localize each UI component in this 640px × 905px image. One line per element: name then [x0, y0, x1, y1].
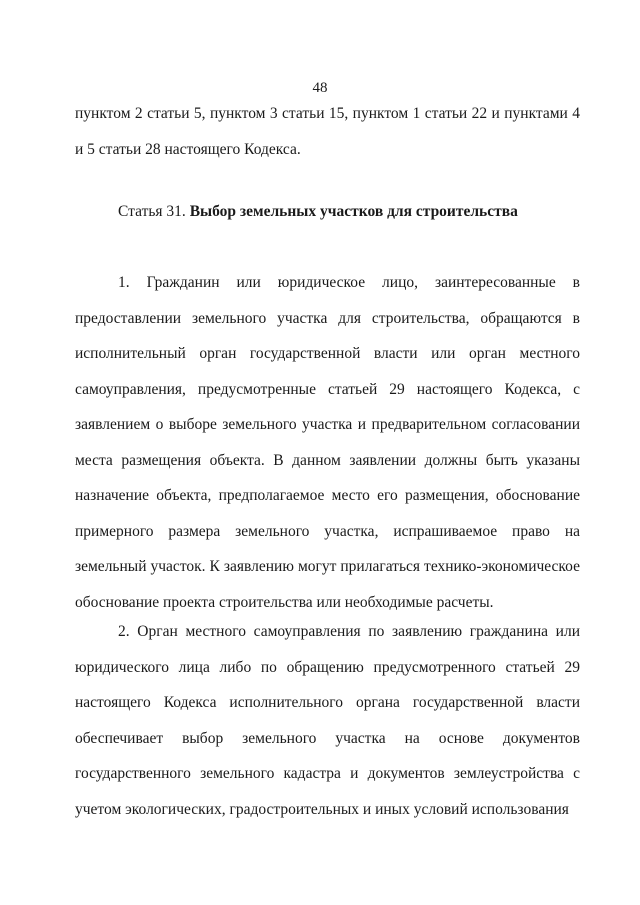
- paragraph-2: 2. Орган местного самоуправления по заявлению гражданина или юридического лица либо по обращению предусмотренного статьей 29 настоящего Кодекса исполнительного органа государственной власти обеспечивает выбор земельного участка на основе документов государственного земельного кадастра и документов землеустройства с учетом экологических, градостроительных и иных условий использования: [75, 623, 580, 818]
- article-title: Выбор земельных участков для строительства: [189, 203, 518, 220]
- article-number: Статья 31.: [118, 203, 190, 220]
- article-heading: [118, 201, 518, 223]
- continued-paragraph: пунктом 2 статьи 5, пунктом 3 статьи 15, пунктом 1 статьи 22 и пунктами 4 и 5 статьи 28 настоящего Кодекса.: [75, 105, 580, 158]
- paragraph-1: 1. Гражданин или юридическое лицо, заинтересованные в предоставлении земельного участка для строительства, обращаются в исполнительный орган государственной власти или орган местного самоуправления, предусмотренные статьей 29 настоящего Кодекса, с заявлением о выборе земельного участка и предварительном согласовании места размещения объекта. В данном заявлении должны быть указаны назначение объекта, предполагаемое место его размещения, обоснование примерного размера земельного участка, испрашиваемое право на земельный участок. К заявлению могут прилагаться технико-экономическое обоснование проекта строительства или необходимые расчеты.: [75, 274, 580, 611]
- page-number: 48: [312, 80, 328, 96]
